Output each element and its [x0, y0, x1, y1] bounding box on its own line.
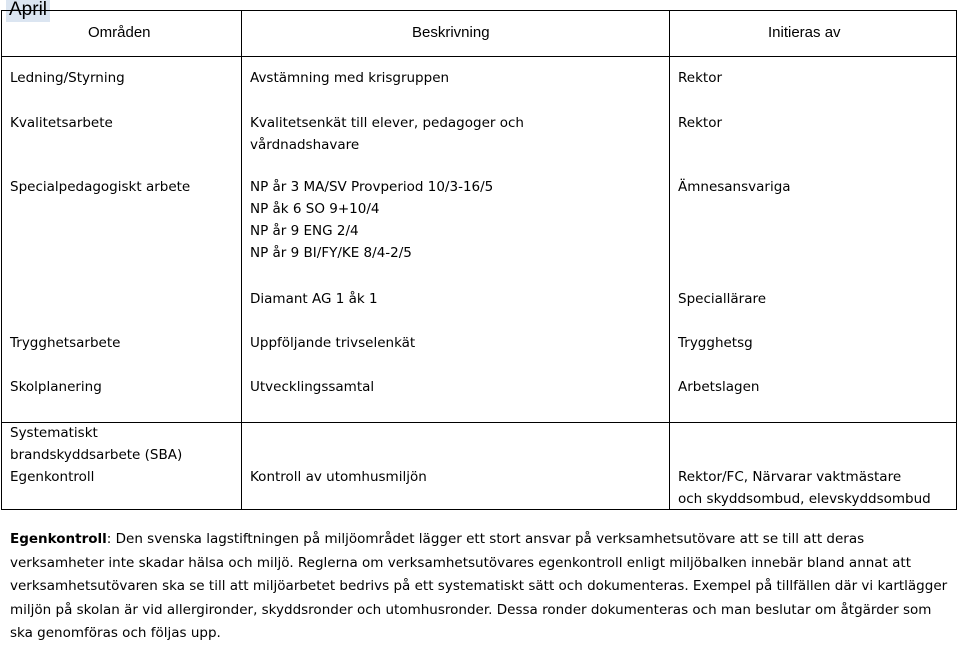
- row-divider: [1, 56, 957, 57]
- table-row-initiated-by: Rektor: [678, 115, 723, 131]
- table-row-area: brandskyddsarbete (SBA): [10, 447, 183, 463]
- column-divider: [669, 10, 670, 510]
- table-border: [1, 10, 957, 510]
- note-label: Egenkontroll: [10, 531, 107, 547]
- table-row-area: Kvalitetsarbete: [10, 115, 113, 131]
- table-row-description: Utvecklingssamtal: [250, 379, 375, 395]
- table-row-area: Egenkontroll: [10, 469, 95, 485]
- table-row-description: vårdnadshavare: [250, 137, 360, 153]
- header-initiated-by: Initieras av: [768, 24, 841, 41]
- table-row-area: Skolplanering: [10, 379, 102, 395]
- table-row-description: NP år 9 ENG 2/4: [250, 223, 359, 239]
- table-row-initiated-by: och skyddsombud, elevskyddsombud: [678, 491, 931, 507]
- table-row-initiated-by: Arbetslagen: [678, 379, 760, 395]
- table-row-initiated-by: Rektor: [678, 70, 723, 86]
- table-row-area: Trygghetsarbete: [10, 335, 121, 351]
- table-row-area: Ledning/Styrning: [10, 70, 125, 86]
- table-row-initiated-by: Rektor/FC, Närvarar vaktmästare: [678, 469, 902, 485]
- page-title: April: [6, 0, 50, 22]
- table-row-description: Avstämning med krisgruppen: [250, 70, 450, 86]
- header-description: Beskrivning: [412, 24, 490, 41]
- row-divider: [1, 422, 957, 423]
- table-row-description: Kvalitetsenkät till elever, pedagoger och: [250, 115, 524, 131]
- egenkontroll-note: [10, 528, 950, 646]
- note-text: : Den svenska lagstiftningen på miljöområdet lägger ett stort ansvar på verksamhetsutövare att se till att deras verksamheter inte skadar hälsa och miljö. Reglerna om verksamhetsutövares egenkontroll enligt miljöbalken innebär bland annat att verksamhetsutövaren ska se till att miljöarbetet bedrivs på ett systematiskt sätt och dokumenteras. Exempel på tillfällen där vi kartlägger miljön på skolan är vid allergironder, skyddsronder och utomhusronder. Dessa ronder dokumenteras och man beslutar om åtgärder som ska genomföras och följas upp.: [10, 531, 948, 641]
- table-row-description: Uppföljande trivselenkät: [250, 335, 416, 351]
- table-row-area: Systematiskt: [10, 425, 98, 441]
- table-row-description: Kontroll av utomhusmiljön: [250, 469, 427, 485]
- table-row-description: NP år 3 MA/SV Provperiod 10/3-16/5: [250, 179, 494, 195]
- table-row-initiated-by: Ämnesansvariga: [678, 179, 791, 195]
- table-row-initiated-by: Trygghetsg: [678, 335, 753, 351]
- column-divider: [241, 10, 242, 510]
- table-row-description: NP åk 6 SO 9+10/4: [250, 201, 380, 217]
- table-row-description: NP år 9 BI/FY/KE 8/4-2/5: [250, 245, 412, 261]
- table-row-initiated-by: Speciallärare: [678, 291, 767, 307]
- table-row-area: Specialpedagogiskt arbete: [10, 179, 191, 195]
- header-areas: Områden: [88, 24, 151, 41]
- table-row-description: Diamant AG 1 åk 1: [250, 291, 378, 307]
